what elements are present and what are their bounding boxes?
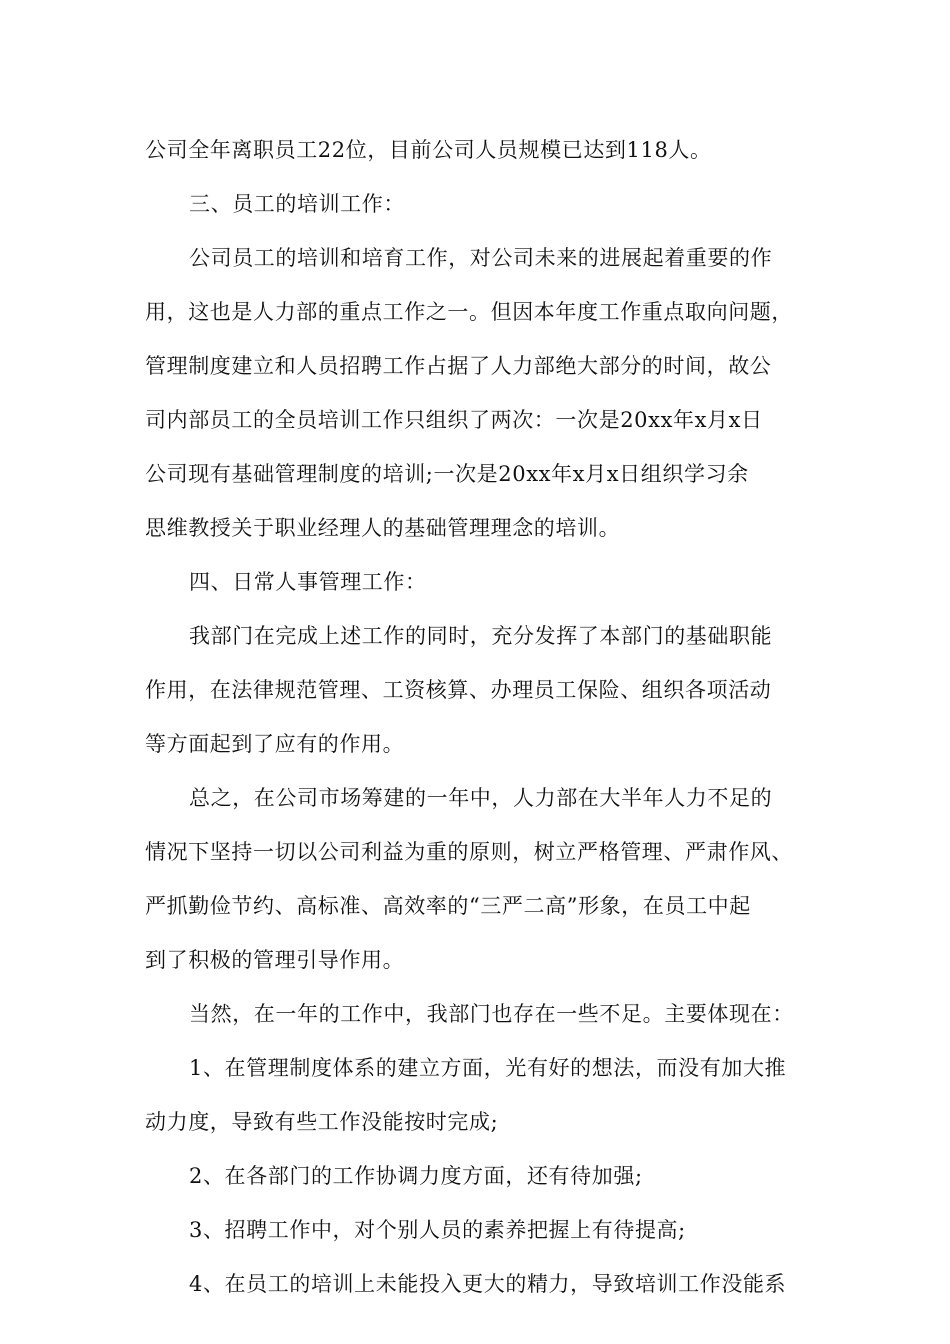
- text-line: 作用，在法律规范管理、工资核算、办理员工保险、组织各项活动: [145, 678, 772, 702]
- text-line: 到了积极的管理引导作用。: [145, 948, 405, 972]
- text-line: 公司员工的培训和培育工作，对公司未来的进展起着重要的作: [189, 246, 773, 270]
- text-line: 司内部员工的全员培训工作只组织了两次：一次是20xx年x月x日: [145, 408, 763, 432]
- text-line: 总之，在公司市场筹建的一年中，人力部在大半年人力不足的: [189, 786, 773, 810]
- list-item-2: 2、在各部门的工作协调力度方面，还有待加强;: [189, 1164, 643, 1188]
- list-item-4: 4、在员工的培训上未能投入更大的精力，导致培训工作没能系: [189, 1272, 787, 1296]
- text-line: 用，这也是人力部的重点工作之一。但因本年度工作重点取向问题，: [145, 300, 793, 324]
- text-line: 公司现有基础管理制度的培训;一次是20xx年x月x日组织学习余: [145, 462, 749, 486]
- text-line: 我部门在完成上述工作的同时，充分发挥了本部门的基础职能: [189, 624, 773, 648]
- text-line: 情况下坚持一切以公司利益为重的原则，树立严格管理、严肃作风、: [145, 840, 793, 864]
- text-line: 等方面起到了应有的作用。: [145, 732, 405, 756]
- text-line: 思维教授关于职业经理人的基础管理理念的培训。: [145, 516, 621, 540]
- list-item-3: 3、招聘工作中，对个别人员的素养把握上有待提高;: [189, 1218, 686, 1242]
- section-heading-training: 三、员工的培训工作：: [189, 192, 405, 216]
- text-line: 管理制度建立和人员招聘工作占据了人力部绝大部分的时间，故公: [145, 354, 772, 378]
- text-line: 严抓勤俭节约、高标准、高效率的“三严二高”形象，在员工中起: [145, 894, 751, 918]
- list-item-1: 1、在管理制度体系的建立方面，光有好的想法，而没有加大推: [189, 1056, 787, 1080]
- text-line: 动力度，导致有些工作没能按时完成;: [145, 1110, 499, 1134]
- text-line: 当然，在一年的工作中，我部门也存在一些不足。主要体现在：: [189, 1002, 794, 1026]
- text-line: 公司全年离职员工22位，目前公司人员规模已达到118人。: [145, 138, 712, 162]
- section-heading-daily-hr: 四、日常人事管理工作：: [189, 570, 427, 594]
